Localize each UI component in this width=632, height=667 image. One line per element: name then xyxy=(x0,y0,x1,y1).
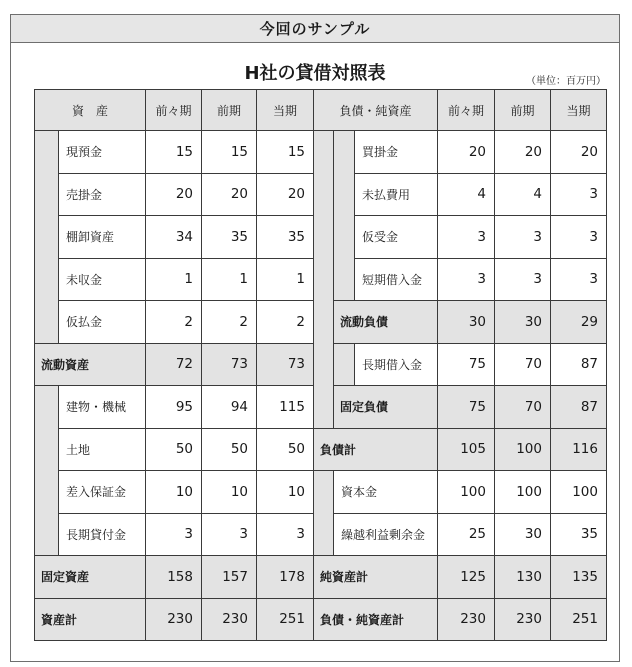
liability-value: 35 xyxy=(550,513,607,557)
liability-subtotal-label: 負債計 xyxy=(313,428,438,472)
asset-label: 土地 xyxy=(58,428,146,472)
liability-value: 30 xyxy=(494,300,551,344)
liability-value: 3 xyxy=(550,258,607,302)
asset-subtotal-label: 流動資産 xyxy=(34,343,146,387)
asset-period-header: 当期 xyxy=(256,89,314,131)
asset-label: 棚卸資産 xyxy=(58,215,146,259)
asset-value: 2 xyxy=(201,300,257,344)
asset-value: 3 xyxy=(201,513,257,557)
liability-value: 4 xyxy=(437,173,495,217)
asset-value: 1 xyxy=(145,258,202,302)
liability-value: 3 xyxy=(550,215,607,259)
asset-value: 35 xyxy=(256,215,314,259)
liability-value: 3 xyxy=(437,215,495,259)
current-assets-strip xyxy=(34,130,59,344)
liability-value: 4 xyxy=(494,173,551,217)
liability-label: 買掛金 xyxy=(354,130,438,174)
liability-value: 100 xyxy=(550,470,607,514)
liability-value: 105 xyxy=(437,428,495,472)
asset-value: 95 xyxy=(145,385,202,429)
asset-value: 94 xyxy=(201,385,257,429)
liability-value: 3 xyxy=(550,173,607,217)
liability-value: 230 xyxy=(494,598,551,642)
asset-value: 3 xyxy=(256,513,314,557)
asset-value: 50 xyxy=(256,428,314,472)
liability-value: 75 xyxy=(437,385,495,429)
asset-value: 158 xyxy=(145,555,202,599)
asset-value: 73 xyxy=(256,343,314,387)
liability-value: 29 xyxy=(550,300,607,344)
liability-value: 251 xyxy=(550,598,607,642)
liability-label: 資本金 xyxy=(333,470,438,514)
asset-value: 15 xyxy=(256,130,314,174)
liability-value: 100 xyxy=(437,470,495,514)
liability-label: 仮受金 xyxy=(354,215,438,259)
liability-value: 75 xyxy=(437,343,495,387)
unit-note: （単位：百万円） xyxy=(526,76,606,87)
fixed-assets-strip xyxy=(34,385,59,556)
asset-value: 20 xyxy=(256,173,314,217)
liability-value: 100 xyxy=(494,428,551,472)
liabilities-strip xyxy=(313,130,334,429)
liability-label: 繰越利益剰余金 xyxy=(333,513,438,557)
asset-value: 1 xyxy=(201,258,257,302)
asset-value: 20 xyxy=(201,173,257,217)
liability-value: 100 xyxy=(494,470,551,514)
liability-period-header: 当期 xyxy=(550,89,607,131)
liability-value: 70 xyxy=(494,343,551,387)
liability-value: 70 xyxy=(494,385,551,429)
asset-value: 157 xyxy=(201,555,257,599)
asset-value: 115 xyxy=(256,385,314,429)
liability-value: 87 xyxy=(550,385,607,429)
liability-subtotal-label: 純資産計 xyxy=(313,555,438,599)
asset-value: 230 xyxy=(145,598,202,642)
liability-label: 短期借入金 xyxy=(354,258,438,302)
liability-subtotal-label: 固定負債 xyxy=(333,385,438,429)
asset-label: 売掛金 xyxy=(58,173,146,217)
asset-label: 長期貸付金 xyxy=(58,513,146,557)
liability-subtotal-label: 負債・純資産計 xyxy=(313,598,438,642)
asset-period-header: 前々期 xyxy=(145,89,202,131)
liability-value: 130 xyxy=(494,555,551,599)
asset-value: 50 xyxy=(145,428,202,472)
liability-value: 25 xyxy=(437,513,495,557)
asset-value: 15 xyxy=(201,130,257,174)
asset-value: 34 xyxy=(145,215,202,259)
header-bar xyxy=(11,15,619,43)
liability-value: 135 xyxy=(550,555,607,599)
asset-value: 230 xyxy=(201,598,257,642)
liability-period-header: 前々期 xyxy=(437,89,495,131)
asset-value: 20 xyxy=(145,173,202,217)
asset-value: 72 xyxy=(145,343,202,387)
liability-label: 未払費用 xyxy=(354,173,438,217)
liability-value: 3 xyxy=(494,258,551,302)
sample-frame xyxy=(10,14,620,662)
liability-subtotal-label: 流動負債 xyxy=(333,300,438,344)
liability-value: 30 xyxy=(494,513,551,557)
liability-value: 125 xyxy=(437,555,495,599)
liability-period-header: 前期 xyxy=(494,89,551,131)
fixed-liabilities-strip-inner xyxy=(333,343,355,387)
document-title: H社の貸借対照表 xyxy=(244,63,386,84)
asset-period-header: 前期 xyxy=(201,89,257,131)
liability-value: 30 xyxy=(437,300,495,344)
asset-value: 50 xyxy=(201,428,257,472)
liability-value: 3 xyxy=(494,215,551,259)
asset-value: 10 xyxy=(201,470,257,514)
asset-label: 未収金 xyxy=(58,258,146,302)
asset-value: 178 xyxy=(256,555,314,599)
liability-value: 20 xyxy=(437,130,495,174)
asset-label: 差入保証金 xyxy=(58,470,146,514)
asset-label: 建物・機械 xyxy=(58,385,146,429)
asset-value: 15 xyxy=(145,130,202,174)
liability-value: 87 xyxy=(550,343,607,387)
asset-value: 251 xyxy=(256,598,314,642)
asset-subtotal-label: 資産計 xyxy=(34,598,146,642)
liability-value: 3 xyxy=(437,258,495,302)
liability-value: 20 xyxy=(494,130,551,174)
liabilities-header: 負債・純資産 xyxy=(313,89,438,131)
liability-value: 116 xyxy=(550,428,607,472)
liability-value: 20 xyxy=(550,130,607,174)
asset-value: 10 xyxy=(256,470,314,514)
net-assets-strip xyxy=(313,470,334,556)
asset-value: 2 xyxy=(256,300,314,344)
assets-header: 資 産 xyxy=(34,89,146,131)
asset-subtotal-label: 固定資産 xyxy=(34,555,146,599)
current-liabilities-strip-inner xyxy=(333,130,355,301)
asset-value: 73 xyxy=(201,343,257,387)
asset-label: 仮払金 xyxy=(58,300,146,344)
liability-value: 230 xyxy=(437,598,495,642)
asset-label: 現預金 xyxy=(58,130,146,174)
asset-value: 35 xyxy=(201,215,257,259)
asset-value: 3 xyxy=(145,513,202,557)
asset-value: 2 xyxy=(145,300,202,344)
asset-value: 10 xyxy=(145,470,202,514)
header-title: 今回のサンプル xyxy=(259,20,371,38)
liability-label: 長期借入金 xyxy=(354,343,438,387)
asset-value: 1 xyxy=(256,258,314,302)
